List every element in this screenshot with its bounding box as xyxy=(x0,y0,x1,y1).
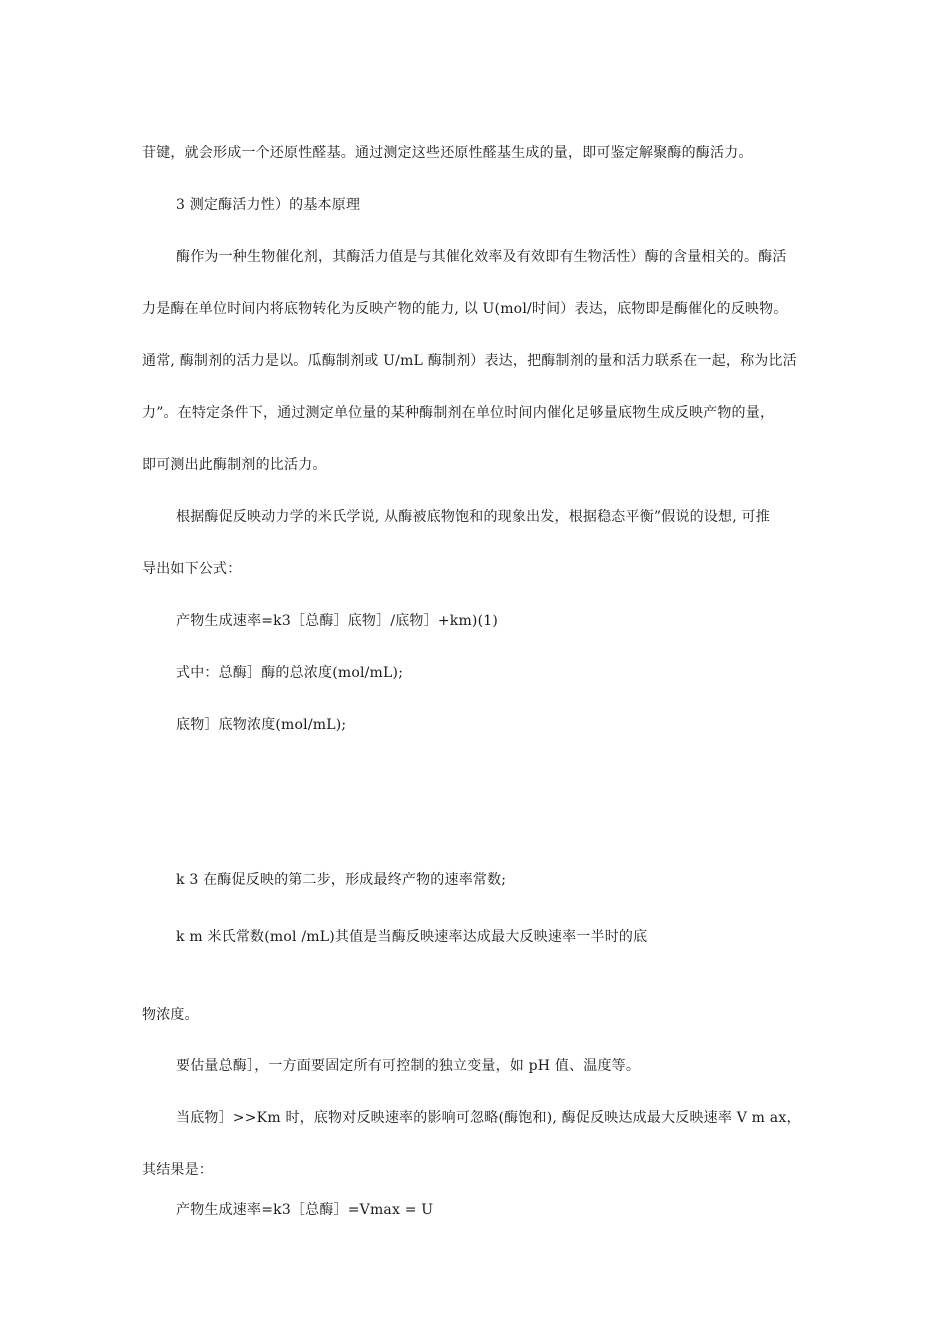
text-line: 当底物］>>Km 时，底物对反映速率的影响可忽略(酶饱和), 酶促反映达成最大反映速率 V m ax， xyxy=(176,1110,801,1126)
text-line: 物浓度。 xyxy=(142,1007,199,1023)
text-line: 式中：总酶］酶的总浓度(mol/mL); xyxy=(176,665,404,681)
section-heading: 3 测定酶活力性）的基本原理 xyxy=(176,197,361,213)
formula-line: 产物生成速率=k3［总酶］=Vmax = U xyxy=(176,1202,434,1218)
text-line: k m 米氏常数(mol /mL)其值是当酶反映速率达成最大反映速率一半时的底 xyxy=(176,929,648,945)
text-line: 力”。在特定条件下，通过测定单位量的某种酶制剂在单位时间内催化足够量底物生成反映产物的量， xyxy=(142,405,775,421)
text-line: 力是酶在单位时间内将底物转化为反映产物的能力, 以 U(mol/时间）表达，底物即是酶催化的反映物。 xyxy=(142,301,788,317)
text-line: 通常, 酶制剂的活力是以。瓜酶制剂或 U/mL 酶制剂）表达，把酶制剂的量和活力联系在一起，称为比活 xyxy=(142,353,797,369)
text-line: 要估量总酶］，一方面要固定所有可控制的独立变量，如 pH 值、温度等。 xyxy=(176,1058,641,1074)
formula-line: 产物生成速率=k3［总酶］底物］/底物］+km)(1) xyxy=(176,613,499,629)
text-line: 苷键，就会形成一个还原性醛基。通过测定这些还原性醛基生成的量，即可鉴定解聚酶的酶活力。 xyxy=(142,145,753,161)
text-line: 酶作为一种生物催化剂，其酶活力值是与其催化效率及有效即有生物活性）酶的含量相关的。酶活 xyxy=(176,249,787,265)
text-line: 底物］底物浓度(mol/mL); xyxy=(176,717,347,733)
text-line: k 3 在酶促反映的第二步，形成最终产物的速率常数; xyxy=(176,872,507,888)
text-line: 导出如下公式： xyxy=(142,561,242,577)
text-line: 其结果是： xyxy=(142,1162,213,1178)
text-line: 即可测出此酶制剂的比活力。 xyxy=(142,457,327,473)
text-line: 根据酶促反映动力学的米氏学说, 从酶被底物饱和的现象出发，根据稳态平衡”假说的设想, 可推 xyxy=(176,509,770,525)
